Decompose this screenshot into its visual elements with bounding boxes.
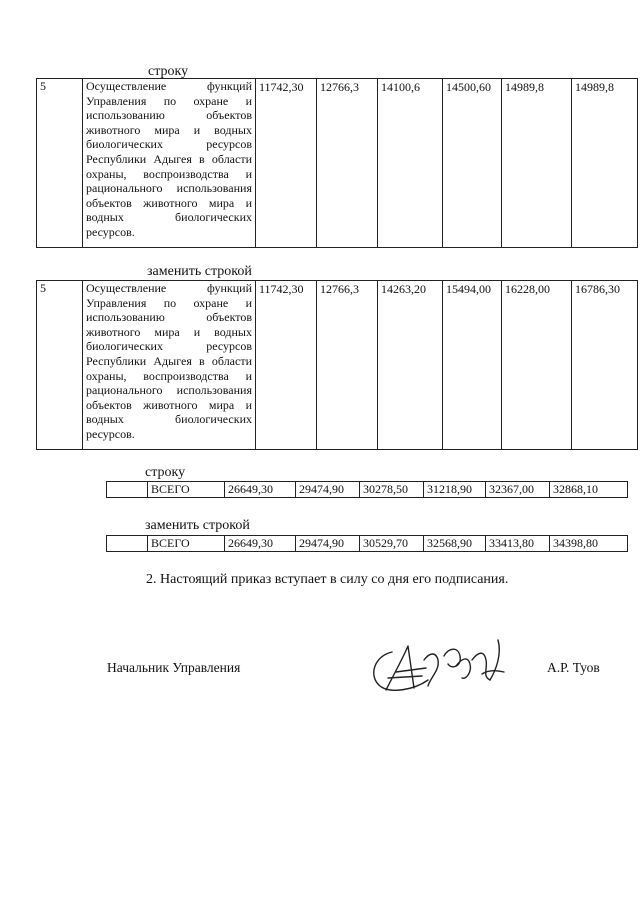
table-row — [37, 281, 638, 450]
value-cell: 33413,80 — [486, 536, 550, 552]
value-cell: 14989,8 — [502, 79, 572, 248]
value-cell: 14100,6 — [378, 79, 443, 248]
row-description: Осуществление функций Управления по охране и использованию объектов животного мира и водных биологических ресурсов Республики Адыгея в области охраны, воспроизводства и рационального использования объектов животного мира и водных биологических ресурсов. — [83, 79, 256, 248]
section4-label: заменить строкой — [145, 518, 250, 533]
total-label: ВСЕГО — [148, 482, 225, 498]
empty-cell — [107, 536, 148, 552]
value-cell: 29474,90 — [296, 536, 360, 552]
value-cell: 14263,20 — [378, 281, 443, 450]
value-cell: 29474,90 — [296, 482, 360, 498]
section2-label: заменить строкой — [147, 264, 252, 279]
value-cell: 16228,00 — [502, 281, 572, 450]
value-cell: 11742,30 — [256, 79, 317, 248]
signer-name: А.Р. Туов — [547, 660, 600, 675]
value-cell: 26649,30 — [225, 482, 296, 498]
value-cell: 14989,8 — [572, 79, 638, 248]
empty-cell — [107, 482, 148, 498]
handwritten-signature — [364, 630, 524, 700]
effective-date-paragraph: 2. Настоящий приказ вступает в силу со дня его подписания. — [146, 572, 509, 587]
section3-label: строку — [145, 465, 186, 480]
value-cell: 30529,70 — [360, 536, 424, 552]
section2-table — [36, 280, 638, 450]
section1-label: строку — [148, 64, 189, 79]
value-cell: 32868,10 — [550, 482, 628, 498]
value-cell: 15494,00 — [443, 281, 502, 450]
value-cell: 12766,3 — [317, 79, 378, 248]
row-number: 5 — [37, 79, 83, 248]
value-cell: 14500,60 — [443, 79, 502, 248]
section1-table — [36, 78, 638, 248]
value-cell: 12766,3 — [317, 281, 378, 450]
value-cell: 32568,90 — [424, 536, 486, 552]
value-cell: 30278,50 — [360, 482, 424, 498]
value-cell: 34398,80 — [550, 536, 628, 552]
section4-table — [106, 535, 628, 552]
table-row — [37, 79, 638, 248]
row-number: 5 — [37, 281, 83, 450]
value-cell: 31218,90 — [424, 482, 486, 498]
total-label: ВСЕГО — [148, 536, 225, 552]
section3-table — [106, 481, 628, 498]
value-cell: 11742,30 — [256, 281, 317, 450]
value-cell: 26649,30 — [225, 536, 296, 552]
table-row — [107, 536, 628, 552]
table-row — [107, 482, 628, 498]
row-description: Осуществление функций Управления по охране и использованию объектов животного мира и водных биологических ресурсов Республики Адыгея в области охраны, воспроизводства и рационального использования объектов животного мира и водных биологических ресурсов. — [83, 281, 256, 450]
value-cell: 16786,30 — [572, 281, 638, 450]
value-cell: 32367,00 — [486, 482, 550, 498]
signer-position: Начальник Управления — [107, 660, 241, 675]
